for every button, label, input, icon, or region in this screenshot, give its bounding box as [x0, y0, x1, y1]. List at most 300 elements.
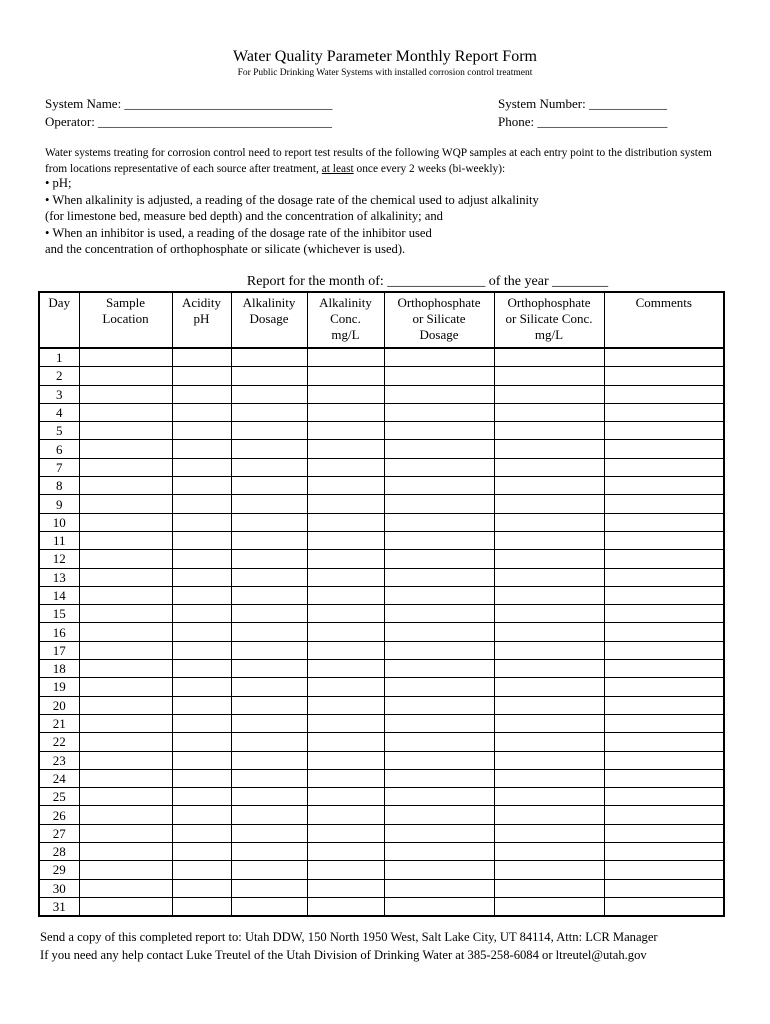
entry-cell[interactable] [231, 806, 307, 824]
day-cell: 3 [39, 385, 79, 403]
entry-cell[interactable] [231, 751, 307, 769]
table-row [39, 788, 724, 806]
entry-cell[interactable] [384, 897, 494, 916]
entry-cell[interactable] [494, 861, 604, 879]
entry-cell[interactable] [231, 422, 307, 440]
entry-cell[interactable] [79, 843, 172, 861]
entry-cell[interactable] [604, 477, 724, 495]
entry-cell[interactable] [494, 477, 604, 495]
entry-cell[interactable] [172, 403, 231, 421]
entry-cell[interactable] [384, 788, 494, 806]
entry-cell[interactable] [307, 495, 384, 513]
entry-cell[interactable] [604, 422, 724, 440]
day-cell: 4 [39, 403, 79, 421]
entry-cell[interactable] [494, 458, 604, 476]
entry-cell[interactable] [79, 440, 172, 458]
table-row [39, 824, 724, 842]
table-header-row [39, 292, 724, 348]
entry-cell[interactable] [384, 458, 494, 476]
entry-cell[interactable] [172, 861, 231, 879]
entry-cell[interactable] [172, 422, 231, 440]
operator-field[interactable]: Operator: ____________________________________ [45, 114, 333, 129]
entry-cell[interactable] [79, 477, 172, 495]
entry-cell[interactable] [231, 641, 307, 659]
entry-cell[interactable] [494, 660, 604, 678]
entry-cell[interactable] [79, 513, 172, 531]
entry-cell[interactable] [307, 422, 384, 440]
entry-cell[interactable] [79, 495, 172, 513]
entry-cell[interactable] [307, 879, 384, 897]
entry-cell[interactable] [384, 678, 494, 696]
entry-cell[interactable] [384, 843, 494, 861]
entry-cell[interactable] [494, 623, 604, 641]
send-instructions: Send a copy of this completed report to: Utah DDW, 150 North 1950 West, Salt Lake City, UT 84114, Attn: LCR Manager [40, 930, 658, 944]
table-row [39, 806, 724, 824]
day-cell: 22 [39, 733, 79, 751]
entry-cell[interactable] [307, 477, 384, 495]
entry-cell[interactable] [307, 385, 384, 403]
day-cell: 14 [39, 586, 79, 604]
entry-cell[interactable] [384, 495, 494, 513]
entry-cell[interactable] [172, 843, 231, 861]
entry-cell[interactable] [307, 586, 384, 604]
table-row [39, 495, 724, 513]
entry-cell[interactable] [384, 879, 494, 897]
entry-cell[interactable] [307, 550, 384, 568]
entry-cell[interactable] [494, 806, 604, 824]
entry-cell[interactable] [231, 843, 307, 861]
entry-cell[interactable] [307, 531, 384, 549]
form-subtitle: For Public Drinking Water Systems with installed corrosion control treatment [237, 68, 533, 78]
entry-cell[interactable] [307, 458, 384, 476]
entry-cell[interactable] [231, 495, 307, 513]
entry-cell[interactable] [494, 531, 604, 549]
day-cell: 28 [39, 843, 79, 861]
entry-cell[interactable] [307, 678, 384, 696]
system-number-field[interactable]: System Number: ____________ [498, 96, 667, 111]
day-cell: 17 [39, 641, 79, 659]
entry-cell[interactable] [231, 513, 307, 531]
entry-cell[interactable] [604, 843, 724, 861]
day-cell: 12 [39, 550, 79, 568]
column-header: Day [39, 292, 79, 348]
entry-cell[interactable] [231, 586, 307, 604]
entry-cell[interactable] [231, 769, 307, 787]
entry-cell[interactable] [231, 824, 307, 842]
entry-cell[interactable] [604, 550, 724, 568]
day-cell: 25 [39, 788, 79, 806]
entry-cell[interactable] [604, 696, 724, 714]
entry-cell[interactable] [79, 458, 172, 476]
bullet-line: • When an inhibitor is used, a reading of the dosage rate of the inhibitor used [45, 225, 432, 240]
entry-cell[interactable] [384, 769, 494, 787]
entry-cell[interactable] [172, 696, 231, 714]
entry-cell[interactable] [307, 733, 384, 751]
day-cell: 26 [39, 806, 79, 824]
entry-cell[interactable] [307, 403, 384, 421]
bullet-line: and the concentration of orthophosphate or silicate (whichever is used). [45, 242, 406, 256]
day-cell: 29 [39, 861, 79, 879]
entry-cell[interactable] [231, 477, 307, 495]
entry-cell[interactable] [307, 660, 384, 678]
entry-cell[interactable] [79, 623, 172, 641]
entry-cell[interactable] [604, 751, 724, 769]
entry-cell[interactable] [384, 861, 494, 879]
entry-cell[interactable] [79, 861, 172, 879]
entry-cell[interactable] [79, 733, 172, 751]
entry-cell[interactable] [384, 422, 494, 440]
table-row [39, 385, 724, 403]
entry-cell[interactable] [604, 458, 724, 476]
instructions-intro [45, 145, 725, 177]
entry-cell[interactable] [604, 568, 724, 586]
table-body [39, 348, 724, 916]
table-row [39, 879, 724, 897]
entry-cell[interactable] [231, 660, 307, 678]
table-row [39, 897, 724, 916]
table-row [39, 568, 724, 586]
entry-cell[interactable] [307, 623, 384, 641]
column-header: Acidity pH [172, 292, 231, 348]
entry-cell[interactable] [494, 788, 604, 806]
entry-cell[interactable] [384, 531, 494, 549]
entry-cell[interactable] [494, 824, 604, 842]
entry-cell[interactable] [384, 550, 494, 568]
entry-cell[interactable] [172, 714, 231, 732]
entry-cell[interactable] [604, 623, 724, 641]
entry-cell[interactable] [494, 440, 604, 458]
entry-cell[interactable] [79, 348, 172, 367]
table-row [39, 458, 724, 476]
column-header: Sample Location [79, 292, 172, 348]
entry-cell[interactable] [79, 769, 172, 787]
entry-cell[interactable] [384, 733, 494, 751]
entry-cell[interactable] [604, 605, 724, 623]
instructions-bullets [45, 175, 725, 258]
entry-cell[interactable] [494, 568, 604, 586]
entry-cell[interactable] [494, 605, 604, 623]
entry-cell[interactable] [384, 623, 494, 641]
report-table [38, 291, 725, 917]
bullet-line: • pH; [45, 176, 72, 190]
entry-cell[interactable] [231, 348, 307, 367]
day-cell: 7 [39, 458, 79, 476]
entry-cell[interactable] [172, 897, 231, 916]
day-cell: 31 [39, 897, 79, 916]
form-title: Water Quality Parameter Monthly Report Form [233, 48, 537, 65]
entry-cell[interactable] [79, 879, 172, 897]
entry-cell[interactable] [384, 513, 494, 531]
entry-cell[interactable] [604, 769, 724, 787]
entry-cell[interactable] [384, 714, 494, 732]
entry-cell[interactable] [494, 733, 604, 751]
day-cell: 11 [39, 531, 79, 549]
column-header: Comments [604, 292, 724, 348]
entry-cell[interactable] [307, 861, 384, 879]
column-header: Orthophosphate or Silicate Dosage [384, 292, 494, 348]
table-row [39, 348, 724, 367]
day-cell: 1 [39, 348, 79, 367]
entry-cell[interactable] [307, 897, 384, 916]
entry-cell[interactable] [231, 623, 307, 641]
day-cell: 24 [39, 769, 79, 787]
entry-cell[interactable] [384, 586, 494, 604]
entry-cell[interactable] [172, 550, 231, 568]
entry-cell[interactable] [384, 641, 494, 659]
entry-cell[interactable] [79, 385, 172, 403]
entry-cell[interactable] [172, 824, 231, 842]
entry-cell[interactable] [307, 788, 384, 806]
entry-cell[interactable] [494, 751, 604, 769]
entry-cell[interactable] [384, 385, 494, 403]
entry-cell[interactable] [172, 788, 231, 806]
entry-cell[interactable] [79, 714, 172, 732]
table-row [39, 641, 724, 659]
entry-cell[interactable] [79, 660, 172, 678]
entry-cell[interactable] [494, 897, 604, 916]
help-contact: If you need any help contact Luke Treutel of the Utah Division of Drinking Water at 385-258-6084 or ltreutel@utah.gov [40, 948, 647, 962]
footer [40, 928, 658, 964]
day-cell: 18 [39, 660, 79, 678]
entry-cell[interactable] [172, 568, 231, 586]
entry-cell[interactable] [231, 605, 307, 623]
entry-cell[interactable] [172, 660, 231, 678]
entry-cell[interactable] [307, 605, 384, 623]
entry-cell[interactable] [172, 477, 231, 495]
entry-cell[interactable] [604, 641, 724, 659]
entry-cell[interactable] [604, 733, 724, 751]
entry-cell[interactable] [307, 824, 384, 842]
day-cell: 27 [39, 824, 79, 842]
system-name-field[interactable]: System Name: ________________________________ [45, 96, 333, 111]
table-row [39, 367, 724, 385]
entry-cell[interactable] [172, 440, 231, 458]
entry-cell[interactable] [231, 458, 307, 476]
entry-cell[interactable] [604, 586, 724, 604]
day-cell: 8 [39, 477, 79, 495]
day-cell: 6 [39, 440, 79, 458]
entry-cell[interactable] [231, 367, 307, 385]
entry-cell[interactable] [604, 348, 724, 367]
entry-cell[interactable] [172, 531, 231, 549]
entry-cell[interactable] [384, 696, 494, 714]
entry-cell[interactable] [494, 641, 604, 659]
entry-cell[interactable] [172, 367, 231, 385]
entry-cell[interactable] [494, 843, 604, 861]
entry-cell[interactable] [172, 733, 231, 751]
table-row [39, 623, 724, 641]
entry-cell[interactable] [172, 623, 231, 641]
table-row [39, 861, 724, 879]
entry-cell[interactable] [307, 806, 384, 824]
entry-cell[interactable] [231, 385, 307, 403]
entry-cell[interactable] [604, 513, 724, 531]
entry-cell[interactable] [494, 385, 604, 403]
entry-cell[interactable] [231, 403, 307, 421]
entry-cell[interactable] [604, 824, 724, 842]
phone-field[interactable]: Phone: ____________________ [498, 114, 668, 129]
entry-cell[interactable] [494, 879, 604, 897]
entry-cell[interactable] [384, 367, 494, 385]
table-row [39, 714, 724, 732]
entry-cell[interactable] [604, 678, 724, 696]
entry-cell[interactable] [384, 605, 494, 623]
entry-cell[interactable] [494, 348, 604, 367]
entry-cell[interactable] [604, 861, 724, 879]
entry-cell[interactable] [79, 531, 172, 549]
entry-cell[interactable] [231, 788, 307, 806]
entry-cell[interactable] [494, 513, 604, 531]
table-row [39, 403, 724, 421]
table-row [39, 440, 724, 458]
table-row [39, 550, 724, 568]
entry-cell[interactable] [307, 348, 384, 367]
table-row [39, 769, 724, 787]
entry-cell[interactable] [307, 367, 384, 385]
entry-cell[interactable] [307, 568, 384, 586]
entry-cell[interactable] [231, 714, 307, 732]
bullet-line: • When alkalinity is adjusted, a reading of the dosage rate of the chemical used to adjust alkalinity [45, 192, 539, 207]
entry-cell[interactable] [79, 696, 172, 714]
entry-cell[interactable] [79, 788, 172, 806]
column-header: Alkalinity Dosage [231, 292, 307, 348]
entry-cell[interactable] [604, 897, 724, 916]
entry-cell[interactable] [172, 879, 231, 897]
entry-cell[interactable] [494, 495, 604, 513]
entry-cell[interactable] [384, 568, 494, 586]
entry-cell[interactable] [79, 550, 172, 568]
day-cell: 2 [39, 367, 79, 385]
bullet-line: (for limestone bed, measure bed depth) and the concentration of alkalinity; and [45, 209, 443, 223]
entry-cell[interactable] [79, 422, 172, 440]
entry-cell[interactable] [307, 513, 384, 531]
entry-cell[interactable] [494, 769, 604, 787]
entry-cell[interactable] [307, 714, 384, 732]
report-period-field[interactable]: Report for the month of: ______________ of the year ________ [246, 274, 609, 289]
entry-cell[interactable] [172, 641, 231, 659]
entry-cell[interactable] [307, 751, 384, 769]
entry-cell[interactable] [172, 458, 231, 476]
entry-cell[interactable] [384, 348, 494, 367]
day-cell: 15 [39, 605, 79, 623]
entry-cell[interactable] [79, 605, 172, 623]
entry-cell[interactable] [172, 806, 231, 824]
entry-cell[interactable] [604, 367, 724, 385]
entry-cell[interactable] [604, 495, 724, 513]
table-row [39, 477, 724, 495]
entry-cell[interactable] [604, 879, 724, 897]
entry-cell[interactable] [231, 733, 307, 751]
entry-cell[interactable] [384, 806, 494, 824]
entry-cell[interactable] [231, 568, 307, 586]
table-row [39, 605, 724, 623]
day-cell: 30 [39, 879, 79, 897]
entry-cell[interactable] [231, 861, 307, 879]
entry-cell[interactable] [172, 513, 231, 531]
entry-cell[interactable] [231, 897, 307, 916]
entry-cell[interactable] [604, 440, 724, 458]
entry-cell[interactable] [172, 586, 231, 604]
entry-cell[interactable] [307, 440, 384, 458]
entry-cell[interactable] [384, 751, 494, 769]
entry-cell[interactable] [604, 385, 724, 403]
entry-cell[interactable] [79, 641, 172, 659]
entry-cell[interactable] [494, 714, 604, 732]
day-cell: 5 [39, 422, 79, 440]
day-cell: 21 [39, 714, 79, 732]
day-cell: 19 [39, 678, 79, 696]
entry-cell[interactable] [494, 678, 604, 696]
entry-cell[interactable] [79, 568, 172, 586]
entry-cell[interactable] [172, 678, 231, 696]
entry-cell[interactable] [79, 751, 172, 769]
entry-cell[interactable] [604, 403, 724, 421]
entry-cell[interactable] [494, 422, 604, 440]
entry-cell[interactable] [604, 714, 724, 732]
entry-cell[interactable] [79, 806, 172, 824]
entry-cell[interactable] [231, 696, 307, 714]
entry-cell[interactable] [384, 477, 494, 495]
entry-cell[interactable] [494, 367, 604, 385]
entry-cell[interactable] [79, 367, 172, 385]
entry-cell[interactable] [172, 495, 231, 513]
entry-cell[interactable] [604, 806, 724, 824]
table-row [39, 678, 724, 696]
entry-cell[interactable] [231, 678, 307, 696]
entry-cell[interactable] [494, 403, 604, 421]
entry-cell[interactable] [494, 550, 604, 568]
table-row [39, 843, 724, 861]
entry-cell[interactable] [604, 660, 724, 678]
entry-cell[interactable] [172, 348, 231, 367]
entry-cell[interactable] [79, 824, 172, 842]
entry-cell[interactable] [79, 897, 172, 916]
entry-cell[interactable] [172, 751, 231, 769]
entry-cell[interactable] [172, 385, 231, 403]
entry-cell[interactable] [231, 531, 307, 549]
entry-cell[interactable] [172, 605, 231, 623]
table-row [39, 586, 724, 604]
entry-cell[interactable] [494, 696, 604, 714]
entry-cell[interactable] [79, 403, 172, 421]
entry-cell[interactable] [384, 440, 494, 458]
entry-cell[interactable] [384, 824, 494, 842]
entry-cell[interactable] [231, 879, 307, 897]
entry-cell[interactable] [384, 660, 494, 678]
entry-cell[interactable] [307, 843, 384, 861]
entry-cell[interactable] [231, 550, 307, 568]
entry-cell[interactable] [604, 531, 724, 549]
entry-cell[interactable] [307, 641, 384, 659]
entry-cell[interactable] [79, 678, 172, 696]
entry-cell[interactable] [604, 788, 724, 806]
entry-cell[interactable] [307, 696, 384, 714]
intro-text-after: once every 2 weeks (bi-weekly): [353, 163, 506, 175]
entry-cell[interactable] [79, 586, 172, 604]
table-row [39, 531, 724, 549]
day-cell: 20 [39, 696, 79, 714]
entry-cell[interactable] [384, 403, 494, 421]
entry-cell[interactable] [494, 586, 604, 604]
entry-cell[interactable] [307, 769, 384, 787]
day-cell: 10 [39, 513, 79, 531]
day-cell: 16 [39, 623, 79, 641]
day-cell: 9 [39, 495, 79, 513]
entry-cell[interactable] [172, 769, 231, 787]
table-row [39, 422, 724, 440]
entry-cell[interactable] [231, 440, 307, 458]
table-row [39, 696, 724, 714]
